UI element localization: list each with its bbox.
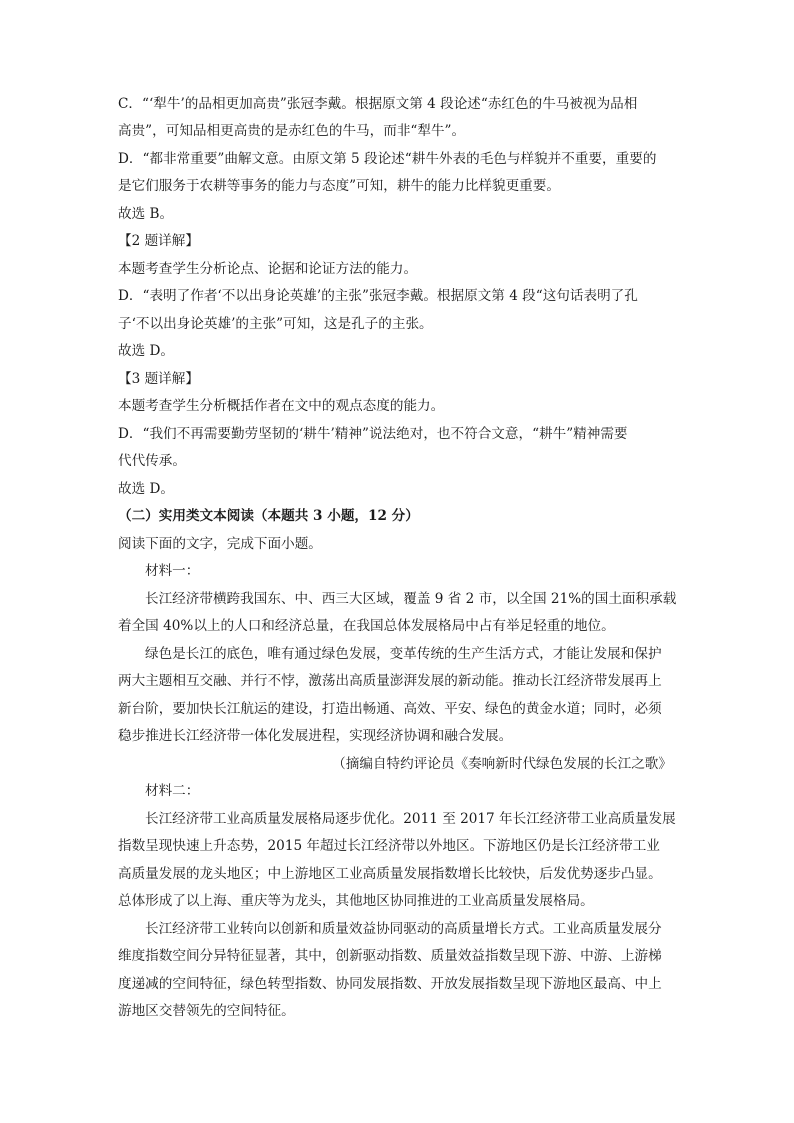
text-line: 故选 D。 [118, 343, 175, 359]
text-line: 子‘不以出身论英雄’的主张”可知，这是孔子的主张。 [118, 316, 433, 332]
text-line: 故选 D。 [118, 481, 175, 497]
text-line: 高质量发展的龙头地区；中上游地区工业高质量发展指数增长比较快，后发优势逐步凸显。 [118, 866, 662, 882]
text-line: D．“都非常重要”曲解文意。由原文第 5 段论述“耕牛外表的毛色与样貌并不重要，重要的 [118, 151, 657, 167]
text-line: 长江经济带横跨我国东、中、西三大区域，覆盖 9 省 2 市，以全国 21%的国土面积承载 [145, 591, 677, 607]
text-line: 维度指数空间分异特征显著，其中，创新驱动指数、质量效益指数呈现下游、中游、上游梯 [118, 948, 662, 964]
material-label: 材料一： [145, 563, 200, 579]
section-heading: 【3 题详解】 [118, 371, 199, 387]
text-line: 游地区交替领先的空间特征。 [118, 1003, 295, 1019]
text-line: 长江经济带工业高质量发展格局逐步优化。2011 至 2017 年长江经济带工业高质量发展 [145, 811, 676, 827]
text-line: 指数呈现快速上升态势，2015 年超过长江经济带以外地区。下游地区仍是长江经济带工业 [118, 838, 660, 854]
text-line: C．“‘犁牛’的品相更加高贵”张冠李戴。根据原文第 4 段论述“赤红色的牛马被视为品相 [118, 96, 638, 112]
text-line: 故选 B。 [118, 206, 174, 222]
text-line: D．“表明了作者‘不以出身论英雄’的主张”张冠李戴。根据原文第 4 段“这句话表明了孔 [118, 288, 638, 304]
text-line: 代代传承。 [118, 453, 186, 469]
section-heading: 【2 题详解】 [118, 233, 199, 249]
section-title: （二）实用类文本阅读（本题共 3 小题，12 分） [118, 508, 419, 524]
text-line: 绿色是长江的底色，唯有通过绿色发展，变革传统的生产生活方式，才能让发展和保护 [145, 646, 662, 662]
text-line: 总体形成了以上海、重庆等为龙头，其他地区协同推进的工业高质量发展格局。 [118, 893, 594, 909]
text-line: 阅读下面的文字，完成下面小题。 [118, 536, 322, 552]
text-line: 高贵”，可知品相更高贵的是赤红色的牛马，而非“犁牛”。 [118, 123, 466, 139]
text-line: 新台阶，要加快长江航运的建设，打造出畅通、高效、平安、绿色的黄金水道；同时，必须 [118, 701, 662, 717]
material-label: 材料二： [145, 783, 200, 799]
text-line: D．“我们不再需要勤劳坚韧的‘耕牛’精神”说法绝对，也不符合文意，“耕牛”精神需要 [118, 426, 628, 442]
text-line: 长江经济带工业转向以创新和质量效益协同驱动的高质量增长方式。工业高质量发展分 [145, 921, 662, 937]
text-line: 本题考查学生分析概括作者在文中的观点态度的能力。 [118, 398, 445, 414]
text-line: 着全国 40%以上的人口和经济总量，在我国总体发展格局中占有举足轻重的地位。 [118, 618, 615, 634]
text-line: 本题考查学生分析论点、论据和论证方法的能力。 [118, 261, 418, 277]
text-line: 度递减的空间特征，绿色转型指数、协同发展指数、开放发展指数呈现下游地区最高、中上 [118, 976, 662, 992]
text-line: 稳步推进长江经济带一体化发展进程，实现经济协调和融合发展。 [118, 728, 513, 744]
source-citation: （摘编自特约评论员《奏响新时代绿色发展的长江之歌》 [332, 756, 672, 772]
text-line: 是它们服务于农耕等事务的能力与态度”可知，耕牛的能力比样貌更重要。 [118, 178, 560, 194]
text-line: 两大主题相互交融、并行不悖，激荡出高质量澎湃发展的新动能。推动长江经济带发展再上 [118, 673, 662, 689]
